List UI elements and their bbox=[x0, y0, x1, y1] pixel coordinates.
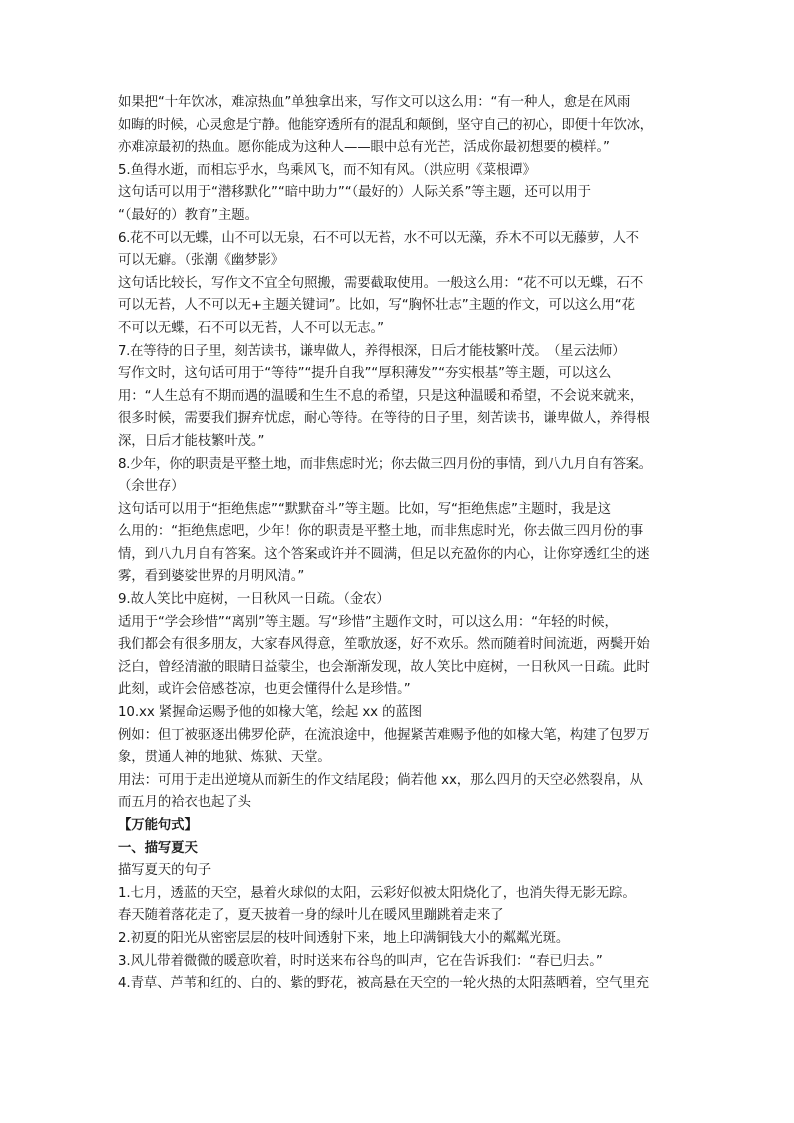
text-line: 描写夏天的句子 bbox=[118, 863, 212, 879]
text-line: 用法：可用于走出逆境从而新生的作文结尾段；倘若他 xx，那么四月的天空必然裂帛，从 bbox=[118, 772, 643, 788]
text-line: 泛白，曾经清澈的眼睛日益蒙尘，也会渐渐发现，故人笑比中庭树，一日秋风一日疏。此时 bbox=[118, 659, 650, 675]
text-line: 10.xx 紧握命运赐予他的如椽大笔，绘起 xx 的蓝图 bbox=[118, 705, 422, 721]
section-heading: 一、描写夏天 bbox=[118, 840, 198, 856]
text-line: 如晦的时候，心灵愈是宁静。他能穿透所有的混乱和颠倒，坚守自己的初心，即便十年饮冰， bbox=[118, 117, 653, 133]
text-line: 如果把“十年饮冰，难凉热血”单独拿出来，写作文可以这么用：“有一种人，愈是在风雨 bbox=[118, 95, 631, 110]
text-line: 4.青草、芦苇和红的、白的、紫的野花，被高悬在天空的一轮火热的太阳蒸晒着，空气里充 bbox=[118, 976, 649, 992]
text-line: 此刻，或许会倍感苍凉，也更会懂得什么是珍惜。” bbox=[118, 682, 411, 698]
section-heading: 【万能句式】 bbox=[118, 818, 198, 833]
text-line: 象，贯通人神的地狱、炼狱、天堂。 bbox=[118, 750, 331, 766]
text-line: 春天随着落花走了，夏天披着一身的绿叶儿在暖风里蹦跳着走来了 bbox=[118, 908, 504, 924]
text-line: 深，日后才能枝繁叶茂。” bbox=[118, 433, 265, 449]
text-line: 而五月的袷衣也起了头 bbox=[118, 795, 251, 811]
text-line: 3.风儿带着微微的暖意吹着，时时送来布谷鸟的叫声，它在告诉我们：“春已归去。” bbox=[118, 953, 603, 969]
text-line: 雾，看到婆娑世界的月明风清。” bbox=[118, 569, 305, 585]
text-line: 8.少年，你的职责是平整土地，而非焦虑时光；你去做三四月份的事情，到八九月自有答案。 bbox=[118, 456, 652, 472]
text-line: 例如：但丁被驱逐出佛罗伦萨，在流浪途中，他握紧苦难赐予他的如椽大笔，构建了包罗万 bbox=[118, 727, 650, 743]
text-line: 这句话可以用于“拒绝焦虑”“默默奋斗”等主题。比如，写“拒绝焦虑”主题时，我是这 bbox=[118, 501, 611, 517]
text-line: “（最好的）教育”主题。 bbox=[118, 207, 258, 223]
document-body bbox=[118, 92, 684, 996]
text-line: 9.故人笑比中庭树，一日秋风一日疏。（金农） bbox=[118, 592, 390, 608]
text-line: 么用的：“拒绝焦虑吧，少年！你的职责是平整土地，而非焦虑时光，你去做三四月份的事 bbox=[118, 524, 644, 540]
text-line: 可以无苔，人不可以无+主题关键词”。比如，写“胸怀壮志”主题的作文，可以这么用“花 bbox=[118, 298, 635, 314]
text-line: 用：“人生总有不期而遇的温暖和生生不息的希望，只是这种温暖和希望，不会说来就来， bbox=[118, 388, 644, 404]
text-line: 5.鱼得水逝，而相忘乎水，鸟乘风飞，而不知有风。（洪应明《菜根谭》 bbox=[118, 162, 536, 178]
text-line: 我们都会有很多朋友，大家春风得意，笙歌放逐，好不欢乐。然而随着时间流逝，两鬓开始 bbox=[118, 637, 650, 653]
text-line: 很多时候，需要我们摒弃忧虑，耐心等待。在等待的日子里，刻苦读书，谦卑做人，养得根 bbox=[118, 411, 650, 427]
text-line: 情，到八九月自有答案。这个答案或许并不圆满，但足以充盈你的内心，让你穿透红尘的迷 bbox=[118, 546, 650, 562]
text-line: 2.初夏的阳光从密密层层的枝叶间透射下来，地上印满铜钱大小的粼粼光斑。 bbox=[118, 930, 570, 946]
text-line: 这句话可以用于“潜移默化”“暗中助力”“（最好的）人际关系”等主题，还可以用于 bbox=[118, 185, 591, 201]
text-line: 1.七月，透蓝的天空，悬着火球似的太阳，云彩好似被太阳烧化了，也消失得无影无踪。 bbox=[118, 885, 636, 901]
text-line: 写作文时，这句话可用于“等待”“提升自我”“厚积薄发”“夯实根基”等主题，可以这么 bbox=[118, 366, 612, 382]
text-line: 6.花不可以无蝶，山不可以无泉，石不可以无苔，水不可以无藻，乔木不可以无藤萝，人不 bbox=[118, 230, 639, 246]
text-line: （余世存） bbox=[118, 479, 185, 495]
text-line: 可以无癖。（张潮《幽梦影》 bbox=[118, 253, 285, 269]
text-line: 7.在等待的日子里，刻苦读书，谦卑做人，养得根深，日后才能枝繁叶茂。 （星云法师） bbox=[118, 343, 626, 359]
text-line: 不可以无蝶，石不可以无苔，人不可以无志。” bbox=[118, 320, 384, 336]
text-line: 亦难凉最初的热血。愿你能成为这种人——眼中总有光芒，活成你最初想要的模样。” bbox=[118, 140, 610, 156]
text-line: 这句话比较长，写作文不宜全句照搬，需要截取使用。一般这么用：“花不可以无蝶，石不 bbox=[118, 275, 644, 291]
text-line: 适用于“学会珍惜”“离别”等主题。写“珍惜”主题作文时，可以这么用：“年轻的时候， bbox=[118, 614, 618, 630]
